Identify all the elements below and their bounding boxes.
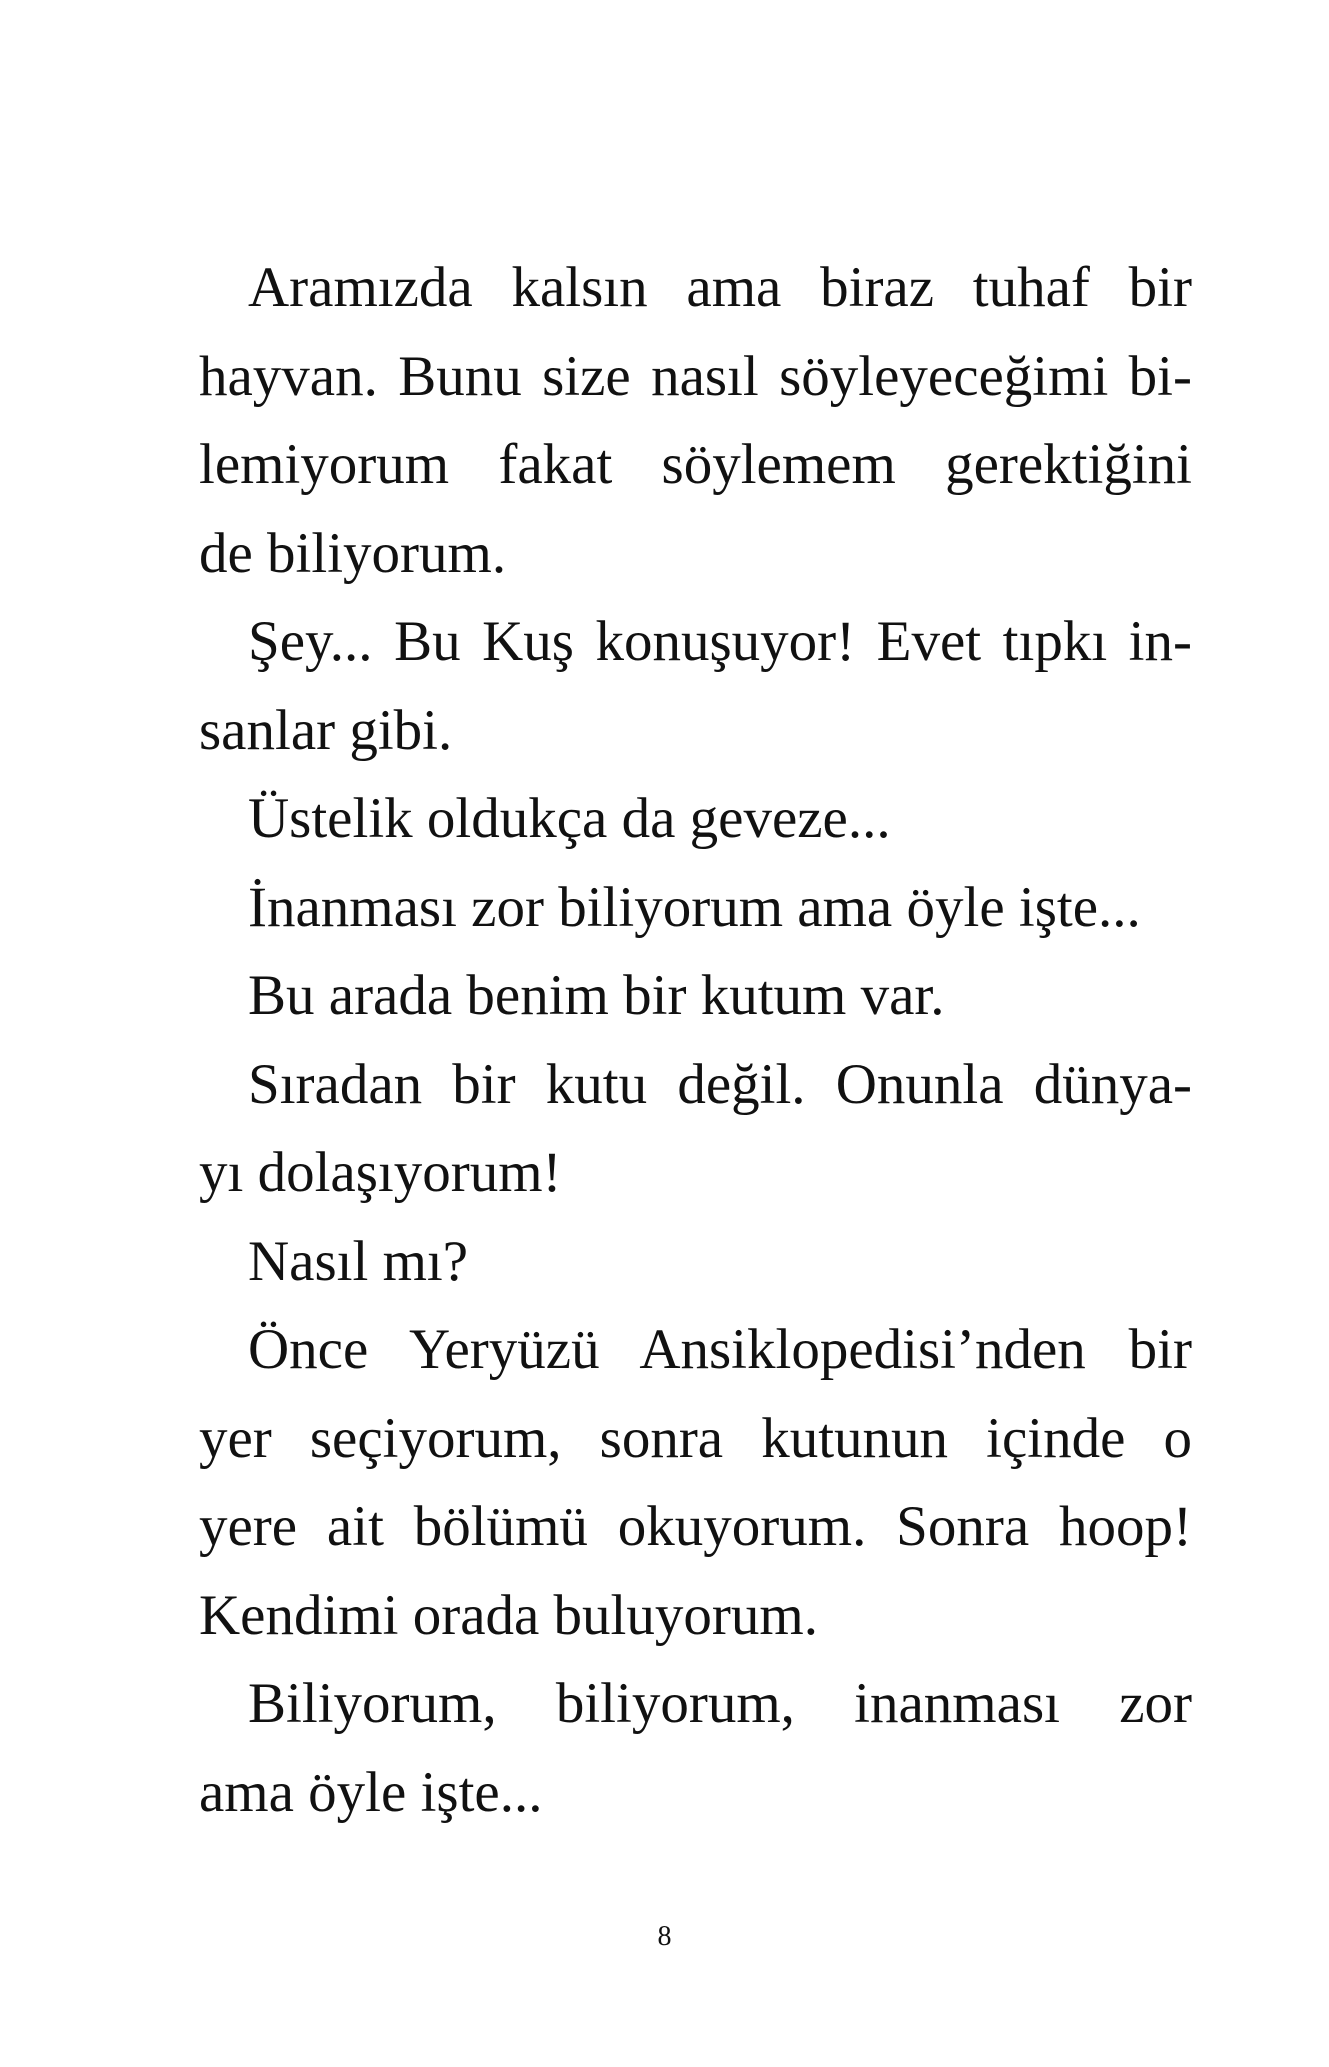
text-line: yer seçiyorum, sonra kutunun içinde o bbox=[199, 1406, 1192, 1470]
body-text bbox=[199, 244, 1192, 1837]
text-line: Şey... Bu Kuş konuşuyor! Evet tıpkı in- bbox=[248, 610, 1192, 673]
text-line: hayvan. Bunu size nasıl söyleyeceğimi bi- bbox=[199, 344, 1192, 408]
text-line: Bu arada benim bir kutum var. bbox=[248, 964, 945, 1027]
text-line: Kendimi orada buluyorum. bbox=[199, 1583, 818, 1647]
text-line: yere ait bölümü okuyorum. Sonra hoop! bbox=[199, 1495, 1192, 1558]
text-line: Üstelik oldukça da geveze... bbox=[248, 787, 891, 850]
text-line: lemiyorum fakat söylemem gerektiğini bbox=[199, 433, 1192, 496]
text-line: Nasıl mı? bbox=[248, 1229, 469, 1293]
text-line: Önce Yeryüzü Ansiklopedisi’nden bir bbox=[248, 1318, 1192, 1381]
text-line: sanlar gibi. bbox=[199, 698, 453, 762]
text-line: İnanması zor biliyorum ama öyle işte... bbox=[248, 875, 1141, 939]
text-line: Aramızda kalsın ama biraz tuhaf bir bbox=[248, 256, 1192, 319]
page-number: 8 bbox=[657, 1921, 672, 1952]
text-line: Biliyorum, biliyorum, inanması zor bbox=[248, 1672, 1192, 1735]
text-line: yı dolaşıyorum! bbox=[199, 1141, 562, 1204]
text-line: ama öyle işte... bbox=[199, 1760, 543, 1824]
text-line: de biliyorum. bbox=[199, 521, 507, 585]
text-line: Sıradan bir kutu değil. Onunla dünya- bbox=[248, 1052, 1192, 1116]
